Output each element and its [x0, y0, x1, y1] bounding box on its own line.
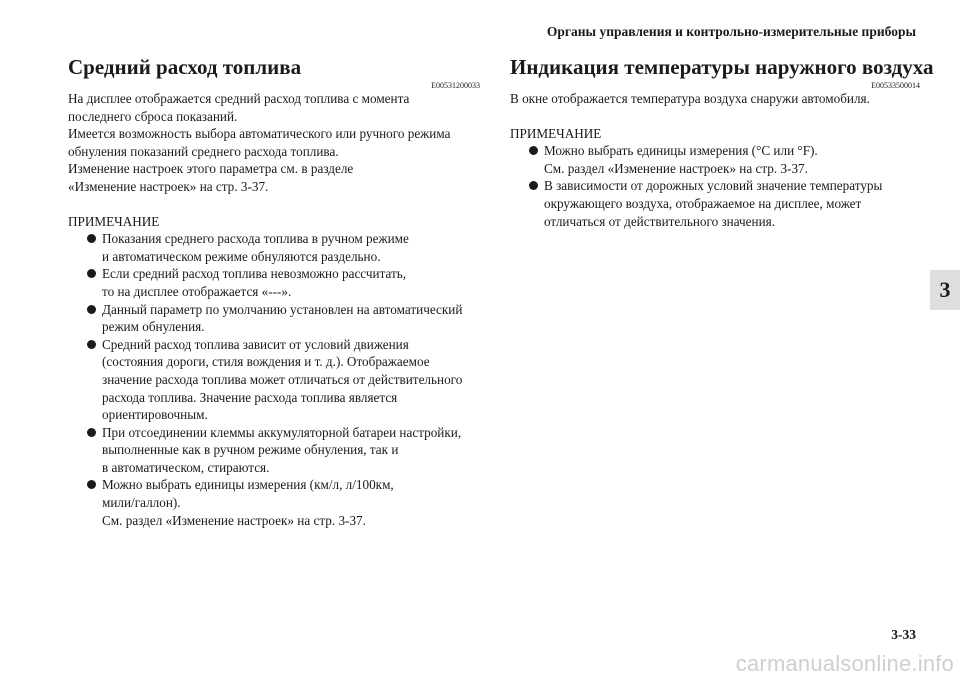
note-line: В зависимости от дорожных условий значение температуры: [544, 178, 883, 194]
note-line: См. раздел «Изменение настроек» на стр. 3-37.: [544, 160, 808, 176]
section-paragraph: [510, 90, 920, 108]
note-item: [510, 142, 920, 177]
note-line: значение расхода топлива может отличаться от действительного: [102, 371, 463, 387]
section-average-fuel-consumption: [68, 54, 480, 529]
note-item: [68, 476, 480, 529]
note-line: При отсоединении клеммы аккумуляторной батареи настройки,: [102, 424, 462, 440]
note-item: [68, 301, 480, 336]
note-item: [68, 265, 480, 300]
note-line: Средний расход топлива зависит от условий движения: [102, 336, 409, 352]
note-line: (состояния дороги, стиля вождения и т. д.). Отображаемое: [102, 354, 430, 370]
note-label: ПРИМЕЧАНИЕ: [68, 213, 160, 229]
page-header-title: Органы управления и контрольно-измерительные приборы: [546, 24, 916, 39]
bullet-icon: [529, 146, 538, 155]
note-line: выполненные как в ручном режиме обнуления, так и: [102, 442, 399, 458]
note-line: то на дисплее отображается «---».: [102, 283, 292, 299]
note-item: [68, 424, 480, 477]
note-line: См. раздел «Изменение настроек» на стр. 3-37.: [102, 512, 366, 528]
section-title: Средний расход топлива: [68, 55, 302, 79]
section-title: Индикация температуры наружного воздуха: [510, 55, 934, 79]
note-line: Если средний расход топлива невозможно рассчитать,: [102, 266, 407, 282]
paragraph-line: последнего сброса показаний.: [68, 108, 238, 124]
note-item: [510, 177, 920, 230]
note-line: отличаться от действительного значения.: [544, 213, 776, 229]
note-line: Данный параметр по умолчанию установлен на автоматический: [102, 301, 463, 317]
note-line: Можно выбрать единицы измерения (км/л, л/100км,: [102, 477, 394, 493]
section-code: E00531200033: [431, 81, 480, 90]
bullet-icon: [87, 269, 96, 278]
note-line: Можно выбрать единицы измерения (°C или °F).: [544, 143, 818, 159]
section-paragraph: [68, 90, 480, 196]
paragraph-line: Имеется возможность выбора автоматического или ручного режима: [68, 126, 451, 142]
bullet-icon: [87, 305, 96, 314]
bullet-icon: [529, 181, 538, 190]
note-line: в автоматическом, стираются.: [102, 459, 270, 475]
note-line: расхода топлива. Значение расхода топлива является: [102, 389, 398, 405]
section-outside-temperature: [510, 54, 934, 230]
paragraph-line: обнуления показаний среднего расхода топлива.: [68, 143, 339, 159]
note-line: мили/галлон).: [102, 495, 181, 511]
bullet-icon: [87, 480, 96, 489]
section-code: E00533500014: [871, 81, 920, 90]
note-line: ориентировочным.: [102, 407, 208, 423]
note-label: ПРИМЕЧАНИЕ: [510, 125, 602, 141]
watermark: carmanualsonline.info: [735, 651, 954, 676]
page-number: 3-33: [891, 627, 916, 642]
note-line: окружающего воздуха, отображаемое на дисплее, может: [544, 195, 862, 211]
bullet-icon: [87, 340, 96, 349]
note-line: режим обнуления.: [102, 319, 205, 335]
note-item: [68, 336, 480, 424]
note-line: Показания среднего расхода топлива в ручном режиме: [102, 231, 409, 247]
paragraph-line: В окне отображается температура воздуха снаружи автомобиля.: [510, 91, 870, 106]
bullet-icon: [87, 234, 96, 243]
chapter-tab: 3: [930, 270, 960, 310]
paragraph-line: «Изменение настроек» на стр. 3-37.: [68, 178, 269, 194]
bullet-icon: [87, 428, 96, 437]
paragraph-line: Изменение настроек этого параметра см. в разделе: [68, 161, 354, 177]
paragraph-line: На дисплее отображается средний расход топлива с момента: [68, 91, 410, 106]
note-line: и автоматическом режиме обнуляются раздельно.: [102, 248, 381, 264]
note-item: [68, 230, 480, 265]
